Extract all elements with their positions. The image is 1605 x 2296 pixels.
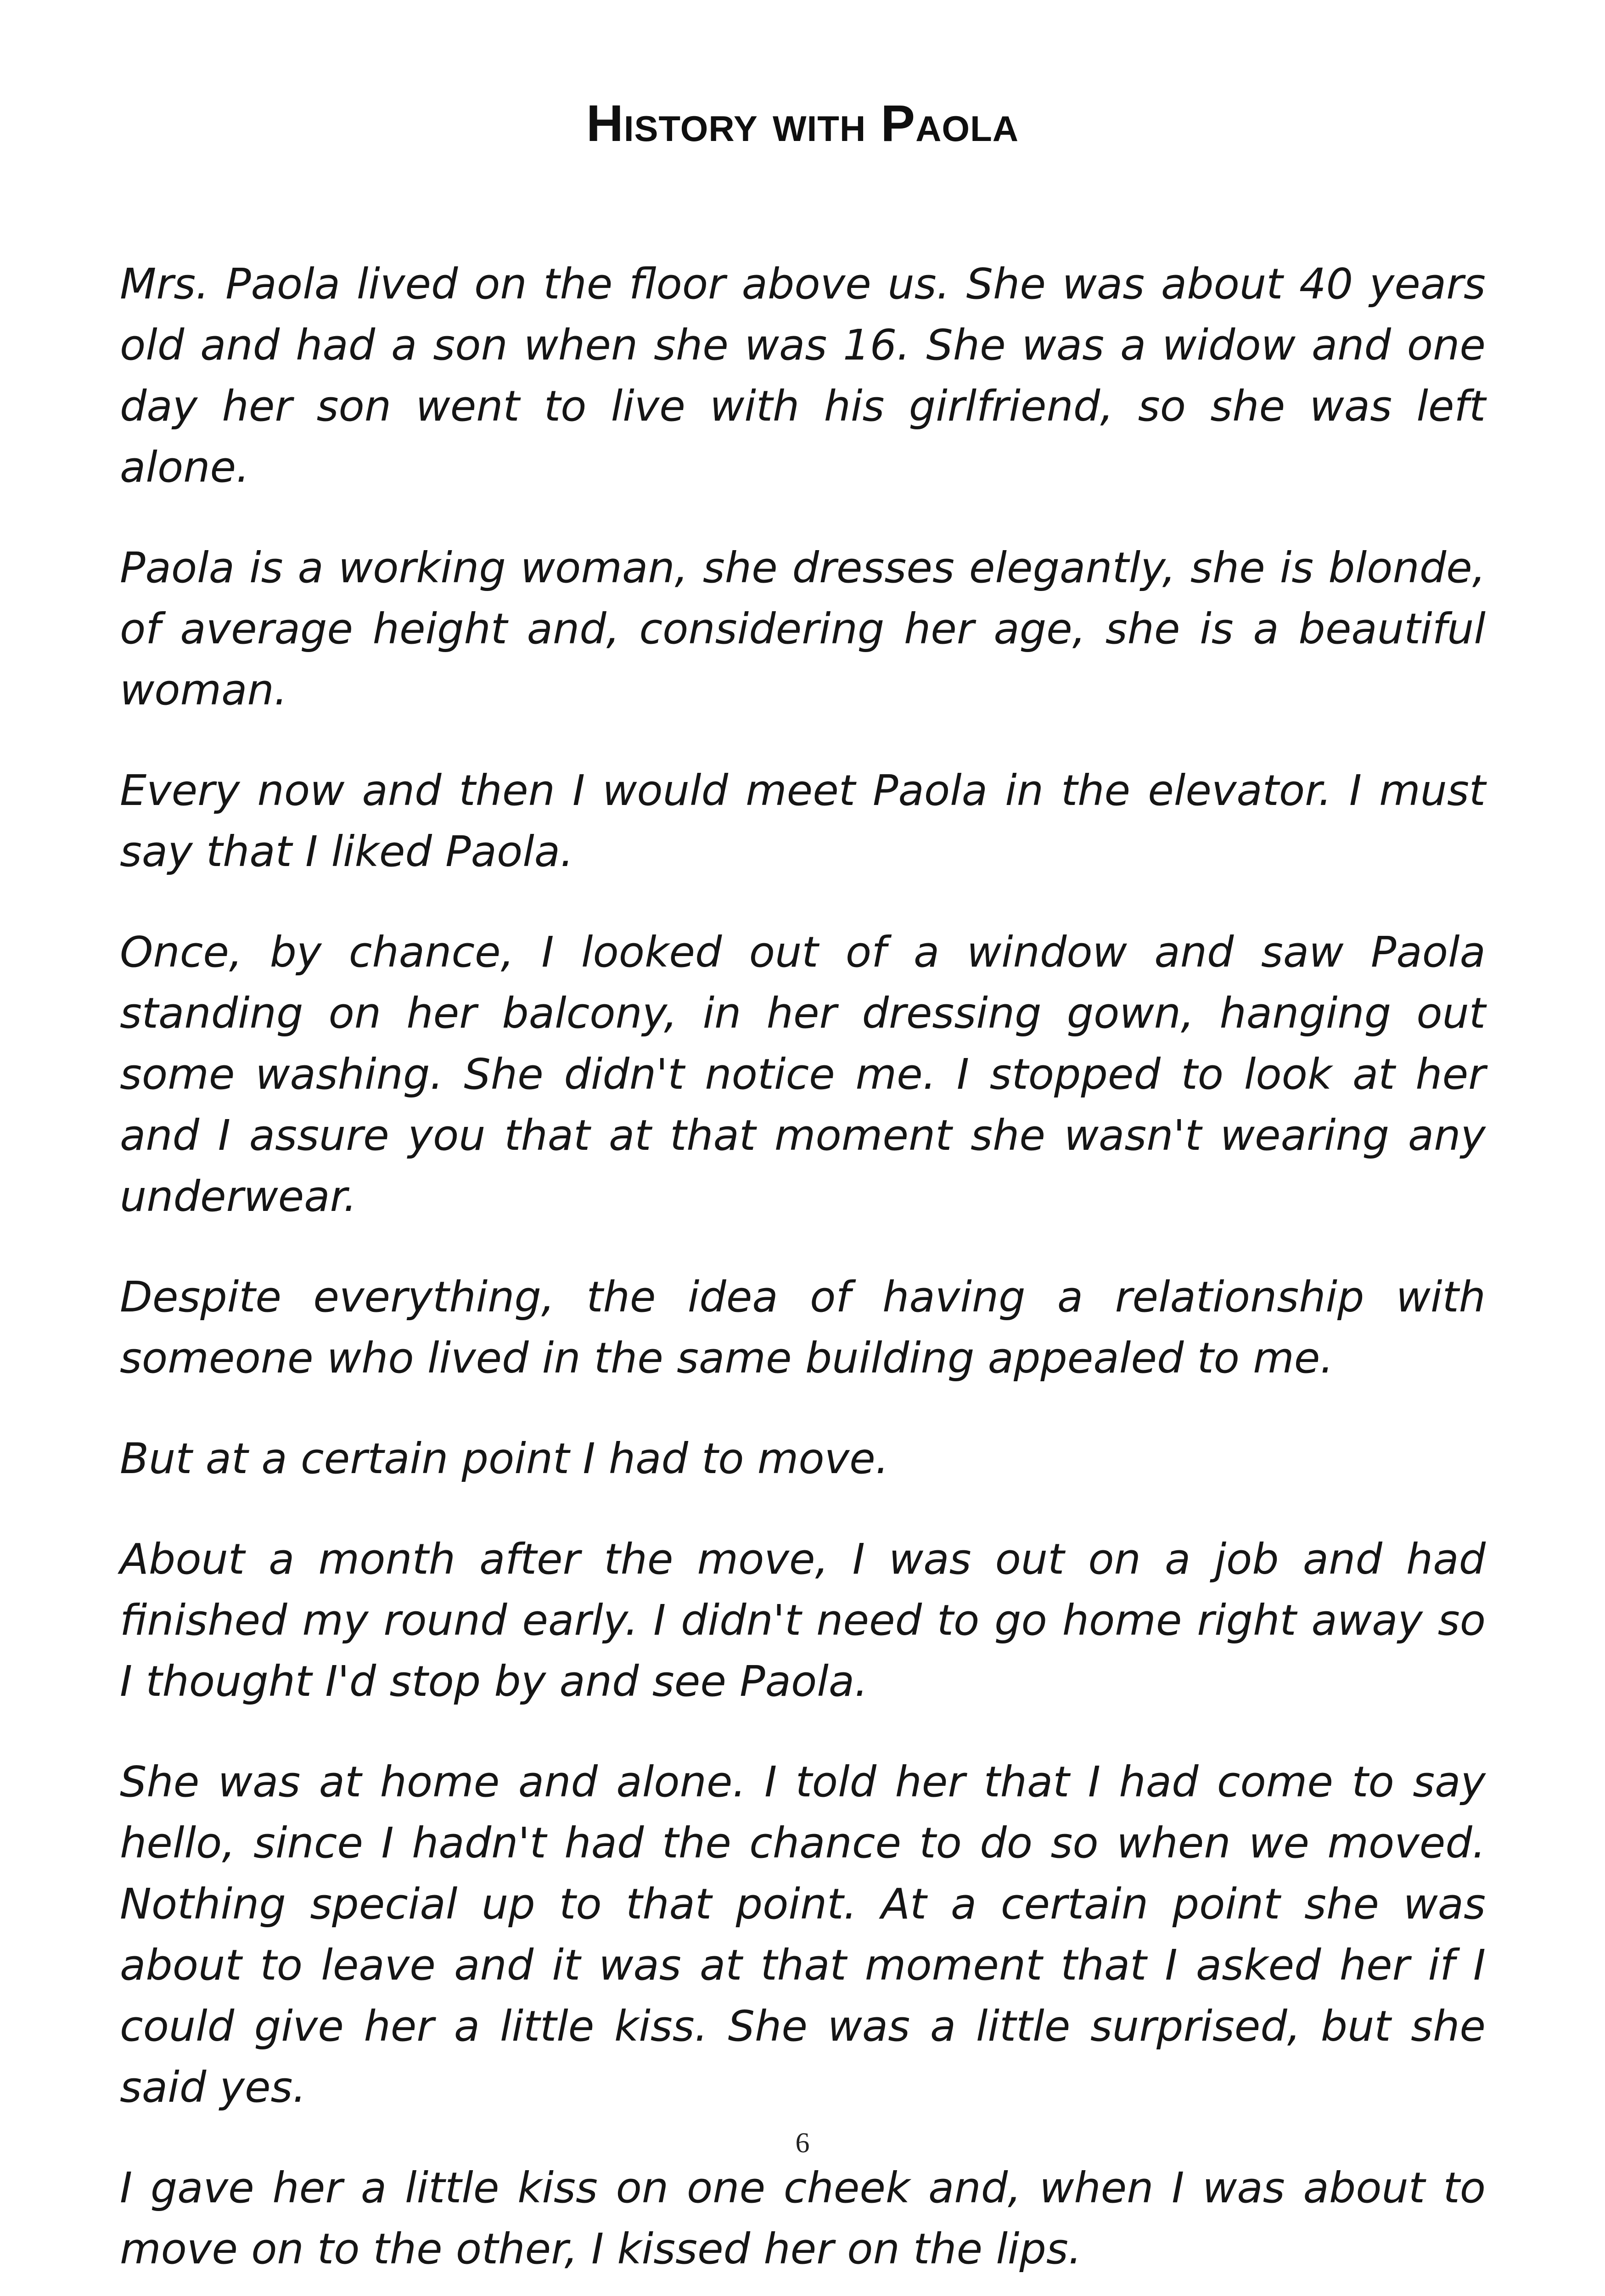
page-number: 6 [795, 2127, 810, 2159]
paragraph: But at a certain point I had to move. [120, 1434, 889, 1483]
paragraph: Despite everything, the idea of having a relationship with someone who lived in the same building appealed to me. [120, 1272, 1486, 1383]
paragraph: I gave her a little kiss on one cheek and, when I was about to move on to the other, I kissed her on the lips. [120, 2163, 1486, 2273]
paragraph: Every now and then I would meet Paola in the elevator. I must say that I liked Paola. [120, 766, 1486, 876]
paragraph: Mrs. Paola lived on the floor above us. She was about 40 years old and had a son when she was 16. She was a widow and one day her son went to live with his girlfriend, so she was left alone. [120, 259, 1486, 492]
paragraph: She was at home and alone. I told her that I had come to say hello, since I hadn't had the chance to do so when we moved. Nothing special up to that point. At a certain point she was about to leave and it was at that moment that I asked her if I could give her a little kiss. She was a little surprised, but she said yes. [120, 1757, 1486, 2112]
paragraph: Paola is a working woman, she dresses elegantly, she is blonde, of average height and, considering her age, she is a beautiful woman. [120, 543, 1486, 715]
chapter-title: History with Paola [586, 95, 1019, 152]
chapter-body [120, 253, 1486, 2296]
paragraph: Once, by chance, I looked out of a window and saw Paola standing on her balcony, in her dressing gown, hanging out some washing. She didn't notice me. I stopped to look at her and I assure you that at that moment she wasn't wearing any underwear. [120, 928, 1486, 1221]
paragraph: About a month after the move, I was out on a job and had finished my round early. I didn't need to go home right away so I thought I'd stop by and see Paola. [120, 1535, 1486, 1706]
